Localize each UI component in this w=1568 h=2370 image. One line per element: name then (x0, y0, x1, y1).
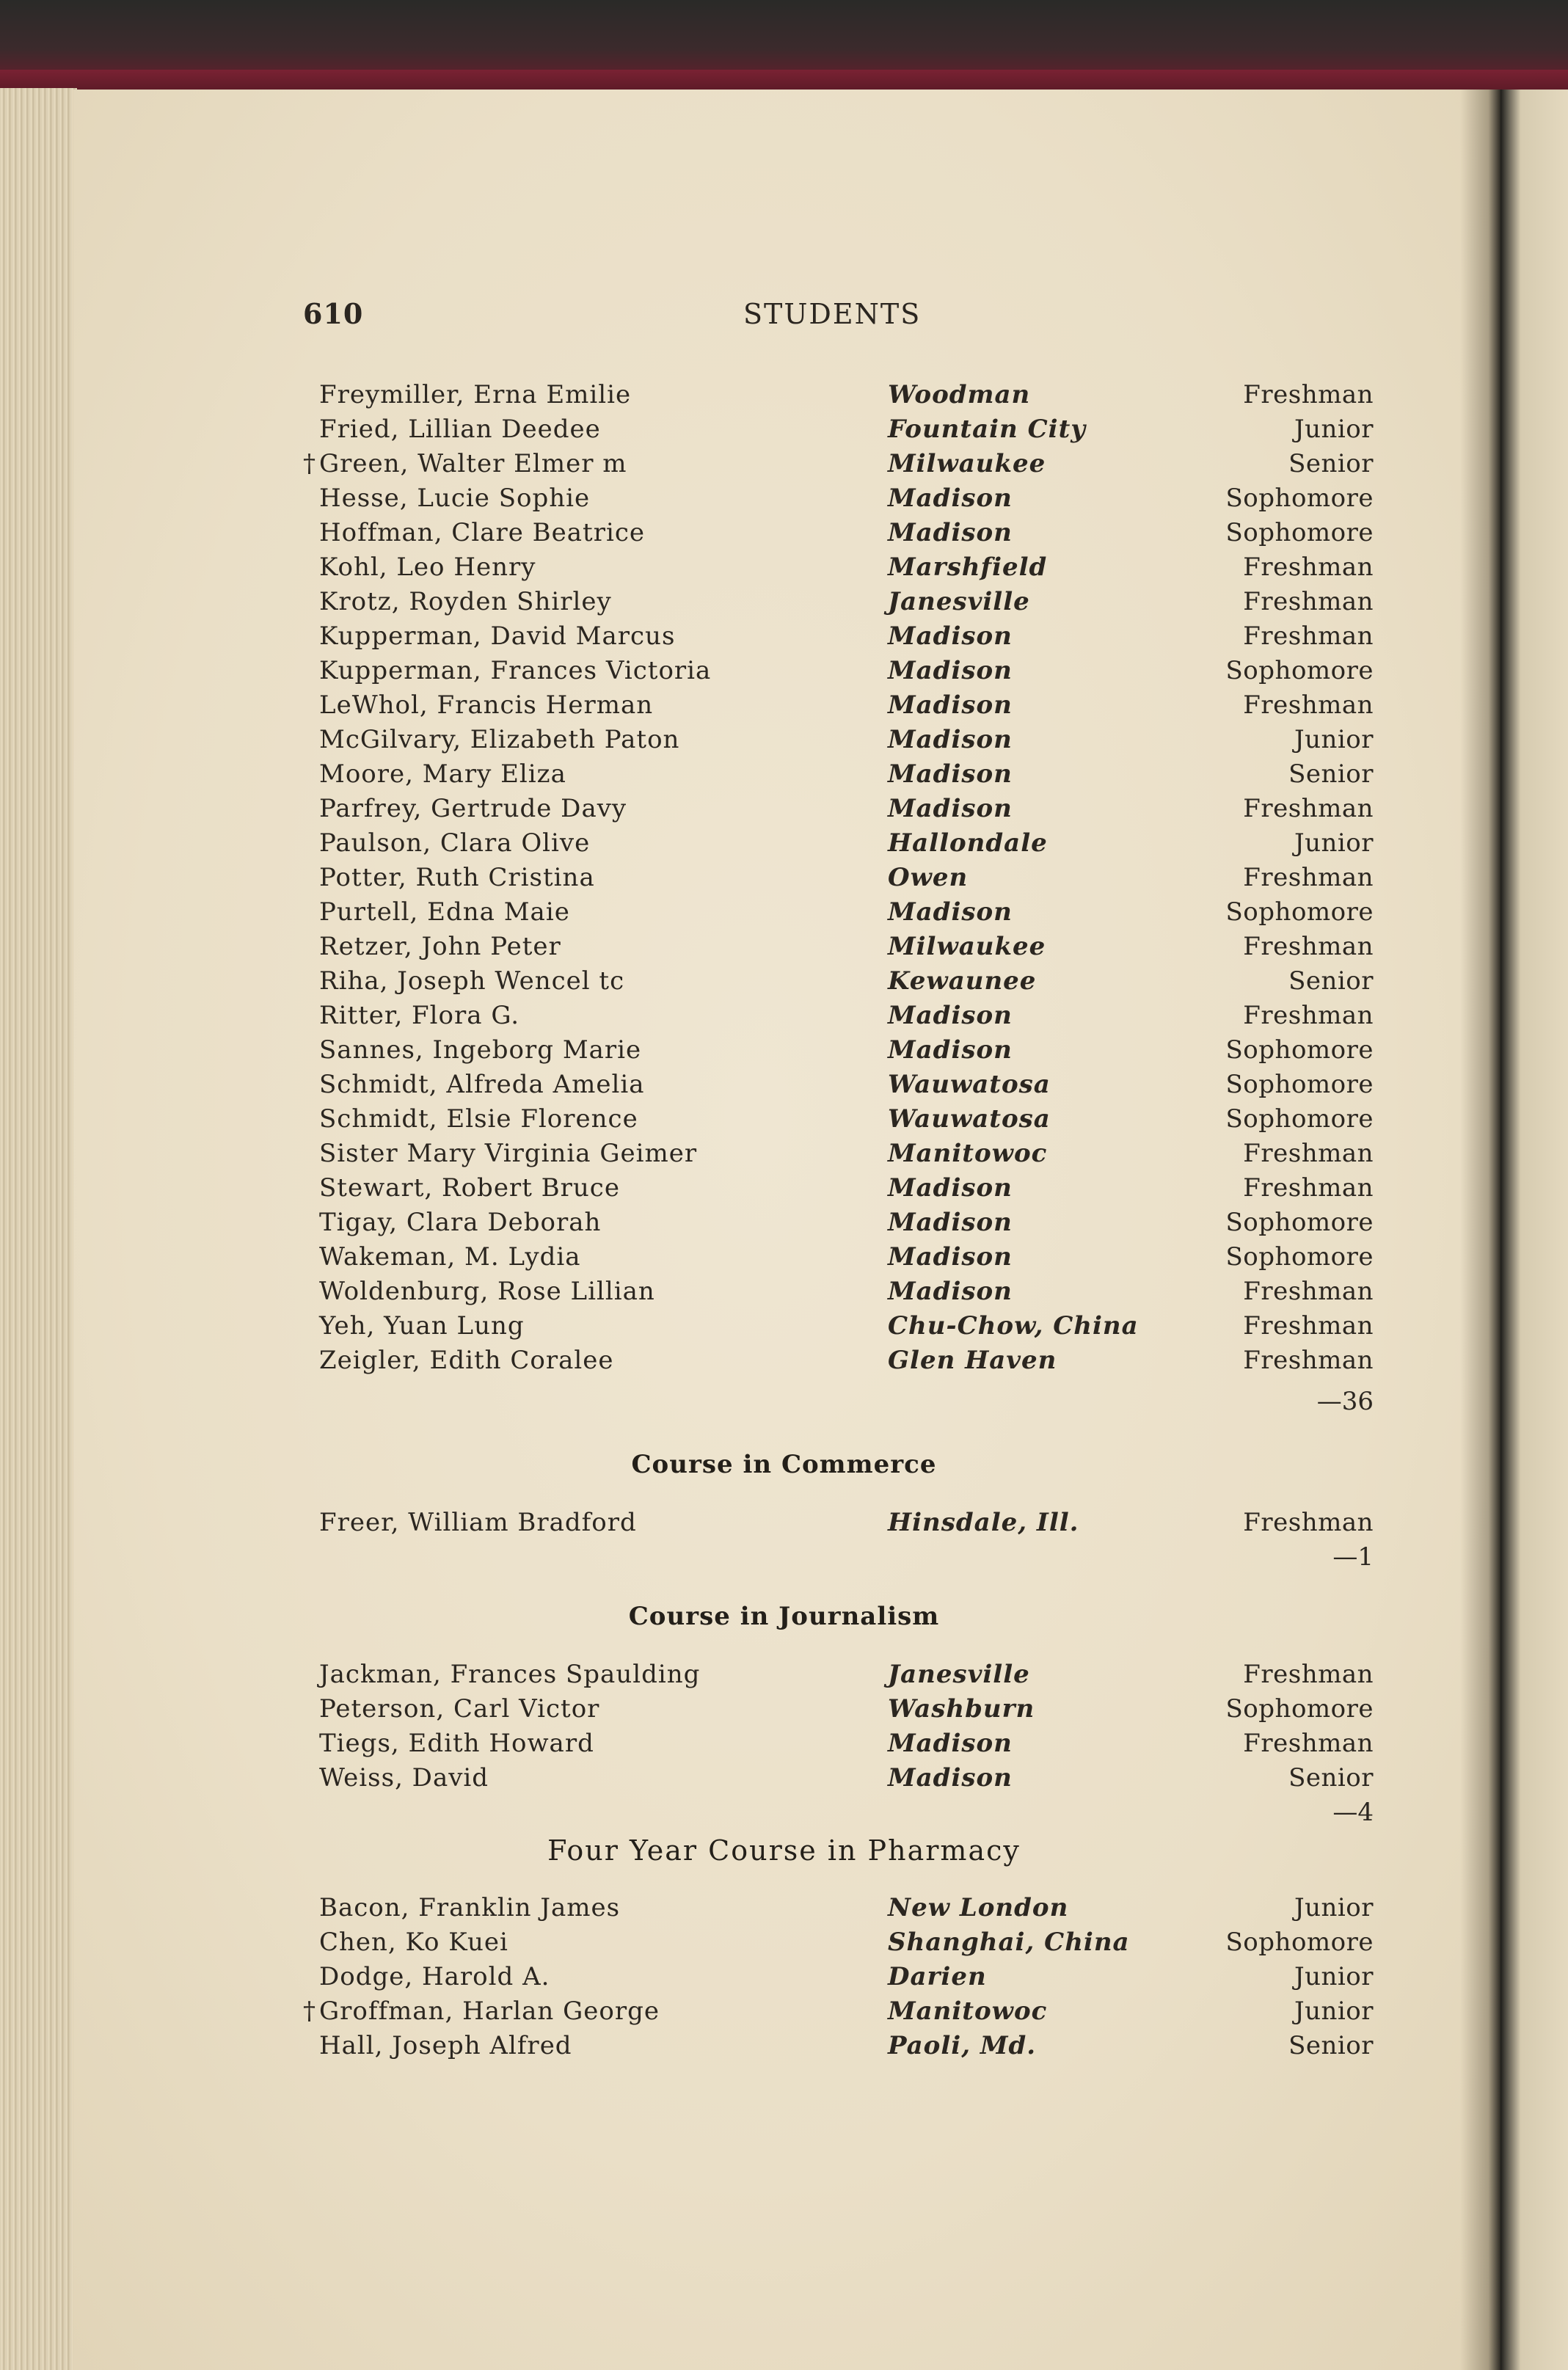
table-row (0, 449, 1568, 481)
table-row (0, 1208, 1568, 1240)
student-town: Glen Haven (888, 1346, 1057, 1375)
table-row (0, 2031, 1568, 2063)
student-name: Retzer, John Peter (319, 932, 561, 961)
student-name: Stewart, Robert Bruce (319, 1173, 620, 1203)
student-town: Owen (888, 863, 969, 892)
student-class: Junior (1294, 1893, 1374, 1922)
dagger-mark: † (303, 1997, 316, 2026)
student-town: Madison (888, 1208, 1013, 1237)
student-town: Paoli, Md. (888, 2031, 1037, 2060)
student-class: Sophomore (1225, 897, 1374, 927)
student-town: Madison (888, 725, 1013, 754)
table-row (0, 1660, 1568, 1692)
student-class: Freshman (1243, 1311, 1374, 1341)
student-name: Purtell, Edna Maie (319, 897, 570, 927)
table-row (0, 380, 1568, 412)
group-total: —4 (1332, 1798, 1374, 1827)
student-town: Madison (888, 690, 1013, 720)
student-class: Sophomore (1225, 656, 1374, 685)
student-town: Manitowoc (888, 1139, 1048, 1168)
section-heading: Course in Journalism (628, 1602, 940, 1631)
student-name: Yeh, Yuan Lung (319, 1311, 525, 1341)
student-town: Madison (888, 1763, 1013, 1793)
student-name: Krotz, Royden Shirley (319, 587, 612, 616)
student-name: Moore, Mary Eliza (319, 759, 566, 789)
student-town: Wauwatosa (888, 1104, 1051, 1134)
student-class: Freshman (1243, 553, 1374, 582)
student-town: Janesville (888, 587, 1030, 616)
student-name: Sannes, Ingeborg Marie (319, 1035, 642, 1065)
table-row (0, 518, 1568, 550)
student-town: Madison (888, 897, 1013, 927)
table-row (0, 1962, 1568, 1994)
student-class: Senior (1288, 449, 1374, 478)
student-name: Potter, Ruth Cristina (319, 863, 595, 892)
student-town: Hinsdale, Ill. (888, 1508, 1079, 1537)
table-row (0, 1173, 1568, 1206)
student-class: Junior (1294, 1962, 1374, 1991)
student-class: Senior (1288, 1763, 1374, 1793)
student-name: Paulson, Clara Olive (319, 828, 591, 858)
table-row (0, 587, 1568, 619)
student-class: Freshman (1243, 1139, 1374, 1168)
student-class: Sophomore (1225, 1242, 1374, 1272)
table-row (0, 828, 1568, 861)
student-town: Madison (888, 794, 1013, 823)
student-class: Junior (1294, 828, 1374, 858)
student-town: Madison (888, 1035, 1013, 1065)
student-name: Parfrey, Gertrude Davy (319, 794, 627, 823)
table-row (0, 1346, 1568, 1378)
student-class: Freshman (1243, 1001, 1374, 1030)
student-class: Freshman (1243, 690, 1374, 720)
student-town: Milwaukee (888, 932, 1046, 961)
student-class: Freshman (1243, 1508, 1374, 1537)
student-class: Freshman (1243, 621, 1374, 651)
table-row (0, 1763, 1568, 1795)
student-name: Sister Mary Virginia Geimer (319, 1139, 698, 1168)
table-row (0, 690, 1568, 723)
group-total: —1 (1332, 1542, 1374, 1572)
student-class: Sophomore (1225, 1070, 1374, 1099)
table-row (0, 1893, 1568, 1925)
student-town: Madison (888, 1242, 1013, 1272)
table-row (0, 897, 1568, 930)
section-heading: Course in Commerce (631, 1450, 937, 1479)
group-total-row (0, 1542, 1568, 1575)
student-name: Hall, Joseph Alfred (319, 2031, 572, 2060)
page-number: 610 (303, 297, 364, 330)
student-name: Ritter, Flora G. (319, 1001, 520, 1030)
student-name: Fried, Lillian Deedee (319, 415, 601, 444)
student-town: Darien (888, 1962, 987, 1991)
student-town: New London (888, 1893, 1069, 1922)
student-name: Jackman, Frances Spaulding (319, 1660, 701, 1689)
student-class: Sophomore (1225, 518, 1374, 547)
table-row (0, 553, 1568, 585)
student-name: Woldenburg, Rose Lillian (319, 1277, 655, 1306)
student-town: Fountain City (888, 415, 1087, 444)
student-name: Peterson, Carl Victor (319, 1694, 600, 1724)
table-row (0, 794, 1568, 826)
student-class: Freshman (1243, 1346, 1374, 1375)
student-name: Zeigler, Edith Coralee (319, 1346, 614, 1375)
student-name: Weiss, David (319, 1763, 489, 1793)
student-class: Freshman (1243, 1729, 1374, 1758)
student-town: Madison (888, 484, 1013, 513)
table-row (0, 1104, 1568, 1137)
student-name: Wakeman, M. Lydia (319, 1242, 581, 1272)
student-class: Freshman (1243, 932, 1374, 961)
table-row (0, 1070, 1568, 1102)
table-row (0, 1139, 1568, 1171)
student-town: Milwaukee (888, 449, 1046, 478)
table-row (0, 863, 1568, 895)
student-town: Manitowoc (888, 1997, 1048, 2026)
student-class: Freshman (1243, 1660, 1374, 1689)
student-name: Kohl, Leo Henry (319, 553, 536, 582)
student-town: Janesville (888, 1660, 1030, 1689)
student-class: Freshman (1243, 587, 1374, 616)
student-class: Senior (1288, 2031, 1374, 2060)
student-name: Freer, William Bradford (319, 1508, 637, 1537)
table-row (0, 656, 1568, 688)
table-row (0, 415, 1568, 447)
table-row (0, 1729, 1568, 1761)
student-class: Sophomore (1225, 1928, 1374, 1957)
student-class: Junior (1294, 1997, 1374, 2026)
student-name: LeWhol, Francis Herman (319, 690, 654, 720)
table-row (0, 1508, 1568, 1540)
table-row (0, 1694, 1568, 1727)
page-header: STUDENTS (743, 298, 922, 330)
student-town: Madison (888, 656, 1013, 685)
student-town: Madison (888, 1277, 1013, 1306)
student-name: Tiegs, Edith Howard (319, 1729, 594, 1758)
group-total-row (0, 1387, 1568, 1419)
student-class: Freshman (1243, 1173, 1374, 1203)
student-town: Kewaunee (888, 966, 1037, 996)
student-class: Sophomore (1225, 484, 1374, 513)
table-row (0, 621, 1568, 654)
student-class: Sophomore (1225, 1104, 1374, 1134)
student-town: Hallondale (888, 828, 1048, 858)
student-name: Dodge, Harold A. (319, 1962, 550, 1991)
student-name: Freymiller, Erna Emilie (319, 380, 632, 409)
student-class: Sophomore (1225, 1208, 1374, 1237)
student-name: Schmidt, Alfreda Amelia (319, 1070, 645, 1099)
student-class: Freshman (1243, 1277, 1374, 1306)
student-name: Tigay, Clara Deborah (319, 1208, 602, 1237)
table-row (0, 1277, 1568, 1309)
student-class: Sophomore (1225, 1694, 1374, 1724)
student-class: Freshman (1243, 380, 1374, 409)
table-row (0, 966, 1568, 999)
table-row (0, 1035, 1568, 1068)
section-heading: Four Year Course in Pharmacy (547, 1834, 1021, 1867)
table-row (0, 484, 1568, 516)
student-town: Shanghai, China (888, 1928, 1130, 1957)
table-row (0, 1997, 1568, 2029)
student-name: Riha, Joseph Wencel tc (319, 966, 625, 996)
student-town: Marshfield (888, 553, 1048, 582)
student-class: Senior (1288, 966, 1374, 996)
table-row (0, 1311, 1568, 1343)
student-name: Chen, Ko Kuei (319, 1928, 508, 1957)
student-name: McGilvary, Elizabeth Paton (319, 725, 680, 754)
student-town: Madison (888, 518, 1013, 547)
student-name: Bacon, Franklin James (319, 1893, 621, 1922)
student-town: Woodman (888, 380, 1031, 409)
student-class: Freshman (1243, 863, 1374, 892)
student-name: Kupperman, Frances Victoria (319, 656, 712, 685)
student-town: Washburn (888, 1694, 1035, 1724)
student-name: Hesse, Lucie Sophie (319, 484, 591, 513)
table-row (0, 932, 1568, 964)
student-town: Madison (888, 621, 1013, 651)
student-class: Senior (1288, 759, 1374, 789)
group-total: —36 (1316, 1387, 1374, 1416)
student-town: Chu-Chow, China (888, 1311, 1139, 1341)
dagger-mark: † (303, 449, 316, 478)
student-class: Sophomore (1225, 1035, 1374, 1065)
student-class: Junior (1294, 415, 1374, 444)
student-class: Junior (1294, 725, 1374, 754)
table-row (0, 1242, 1568, 1275)
student-town: Wauwatosa (888, 1070, 1051, 1099)
student-town: Madison (888, 1001, 1013, 1030)
table-row (0, 759, 1568, 792)
table-row (0, 1928, 1568, 1960)
table-row (0, 725, 1568, 757)
student-town: Madison (888, 1729, 1013, 1758)
student-name: Schmidt, Elsie Florence (319, 1104, 638, 1134)
table-row (0, 1001, 1568, 1033)
group-total-row (0, 1798, 1568, 1830)
student-class: Freshman (1243, 794, 1374, 823)
student-name: Green, Walter Elmer m (319, 449, 627, 478)
student-name: Kupperman, David Marcus (319, 621, 676, 651)
student-name: Groffman, Harlan George (319, 1997, 660, 2026)
student-town: Madison (888, 759, 1013, 789)
student-town: Madison (888, 1173, 1013, 1203)
student-name: Hoffman, Clare Beatrice (319, 518, 645, 547)
